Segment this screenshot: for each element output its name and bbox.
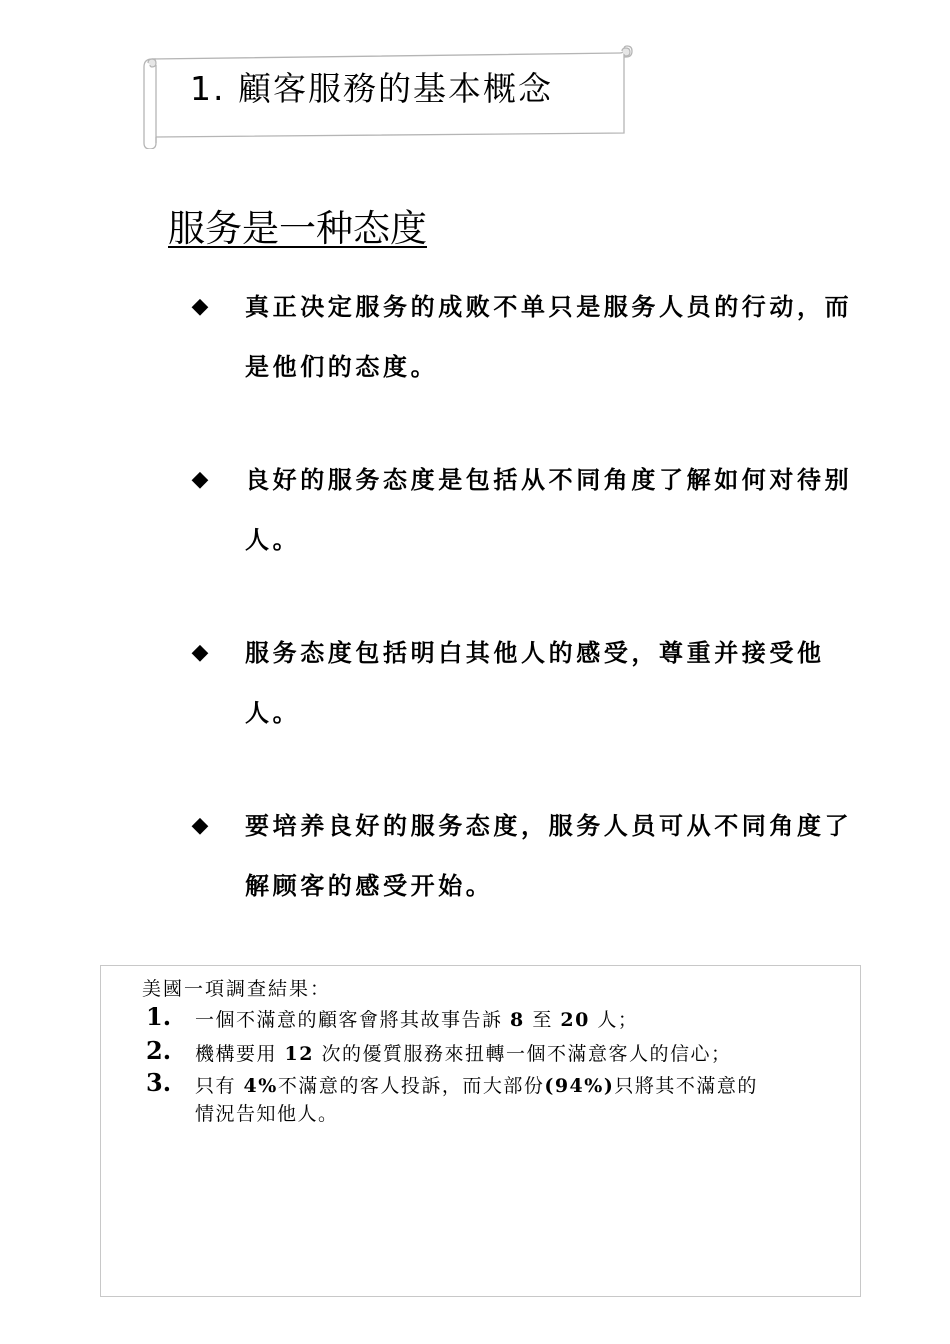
survey-title: 美國一項調查結果： — [142, 978, 332, 1000]
survey-item-text: 一個不滿意的顧客會將其故事告訴 8 至 20 人； — [195, 1009, 639, 1031]
survey-item-number: 2. — [146, 1036, 172, 1065]
title-banner — [142, 45, 635, 149]
bullet-text: 真正决定服务的成败不单只是服务人员的行动，而是他们的态度。 — [245, 293, 853, 381]
diamond-bullet-icon: ◆ — [191, 640, 209, 665]
survey-results-box — [100, 965, 861, 1297]
bullet-text: 要培养良好的服务态度，服务人员可从不同角度了解顾客的感受开始。 — [245, 812, 853, 900]
bullet-text: 良好的服务态度是包括从不同角度了解如何对待别人。 — [245, 466, 853, 554]
section-heading: 服务是一种态度 — [168, 207, 427, 250]
diamond-bullet-icon: ◆ — [191, 467, 209, 492]
diamond-bullet-icon: ◆ — [191, 294, 209, 319]
bullet-text: 服务态度包括明白其他人的感受，尊重并接受他人。 — [245, 639, 825, 727]
survey-item-text: 只有 4%不滿意的客人投訴，而大部份(94%)只將其不滿意的 情況告知他人。 — [195, 1075, 758, 1125]
banner-title: 1. 顧客服務的基本概念 — [190, 69, 553, 108]
survey-item-number: 3. — [146, 1068, 172, 1097]
diamond-bullet-icon: ◆ — [191, 813, 209, 838]
survey-item-number: 1. — [146, 1002, 172, 1031]
survey-item-text: 機構要用 12 次的優質服務來扭轉一個不滿意客人的信心； — [195, 1043, 732, 1065]
